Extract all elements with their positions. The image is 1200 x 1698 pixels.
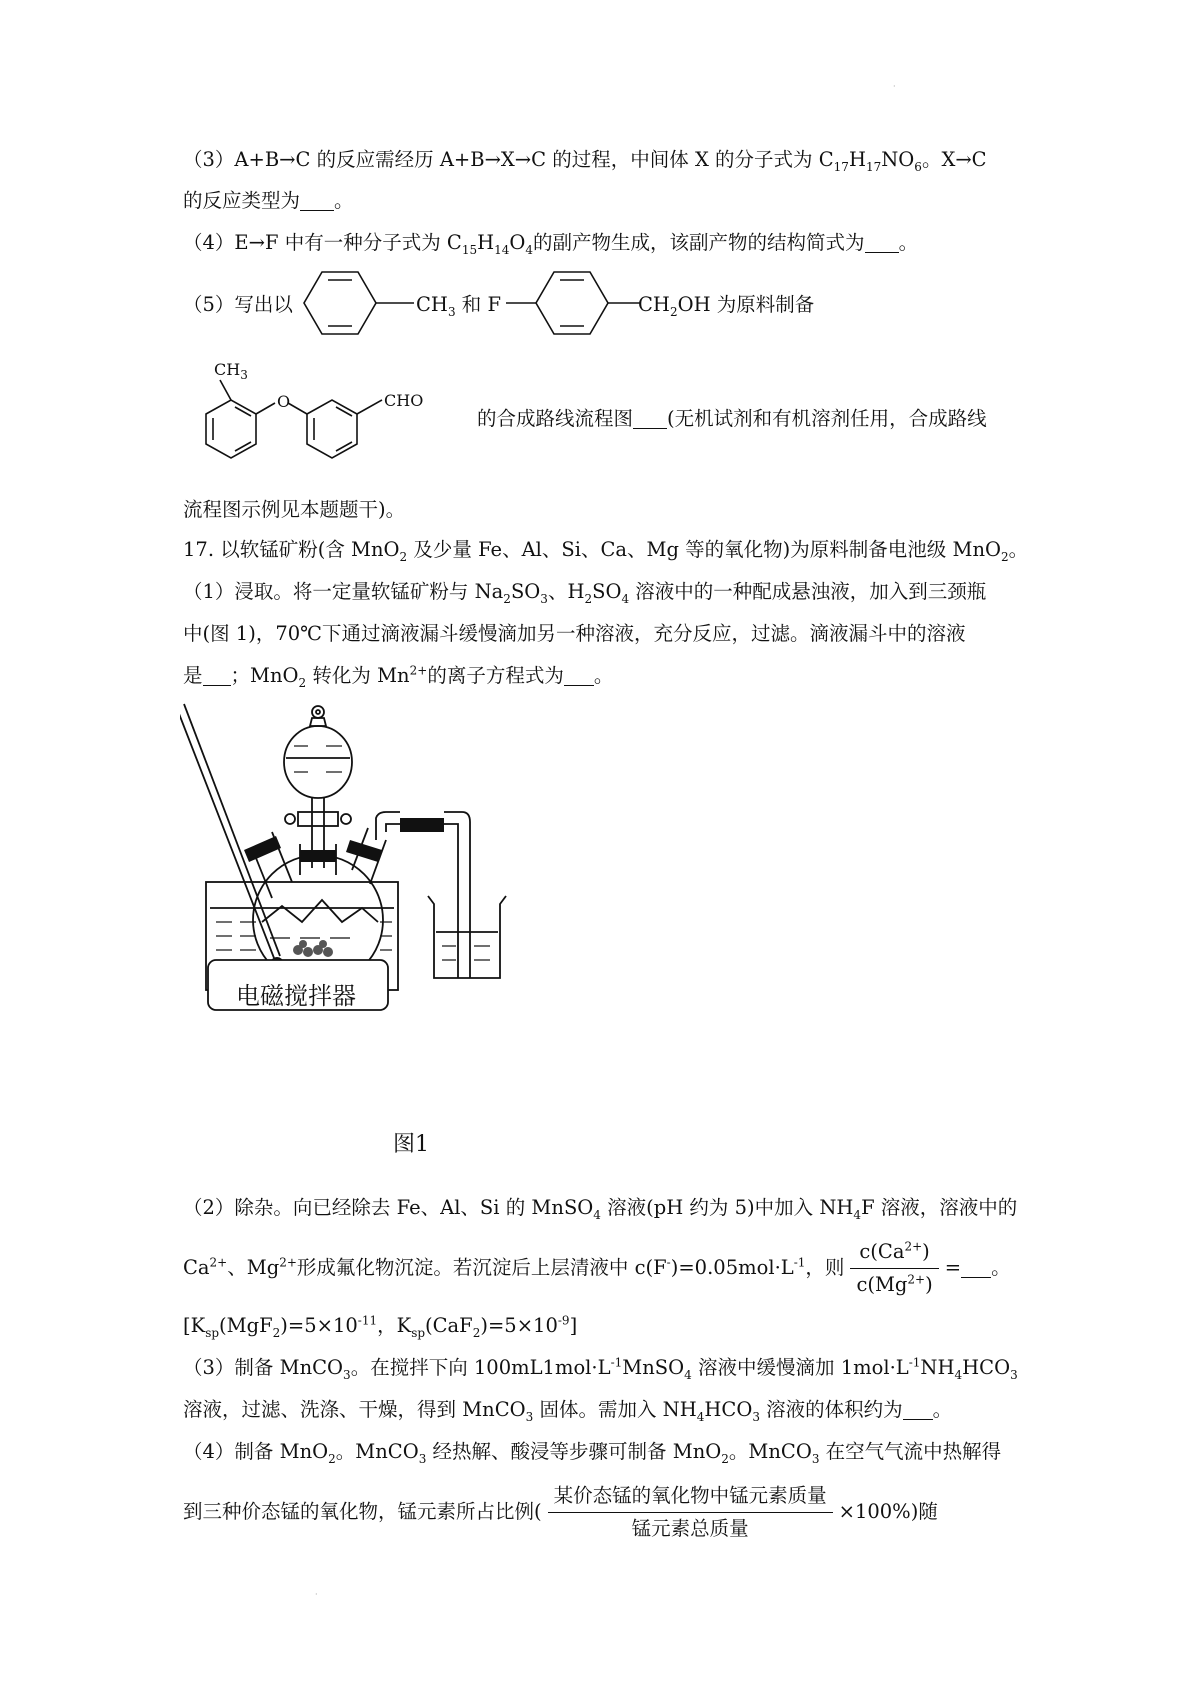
text: 形成氟化物沉淀。若沉淀后上层清液中 c(F: [296, 1256, 667, 1279]
sub: 3: [752, 1409, 760, 1424]
text: HCO: [704, 1398, 753, 1421]
text: （4）E→F 中有一种分子式为 C: [183, 231, 462, 254]
fraction-numerator: 某价态锰的氧化物中锰元素质量: [548, 1482, 833, 1513]
q16-part5-line2: [477, 405, 987, 433]
text: ，则: [805, 1256, 845, 1279]
sub: 17: [833, 159, 849, 174]
sup: 2+: [904, 1239, 923, 1254]
text: 转化为 Mn: [306, 664, 410, 687]
sup: 2+: [279, 1255, 297, 1270]
sup: 2+: [907, 1272, 926, 1287]
target-cho-label: [384, 391, 423, 410]
text: 。: [898, 231, 919, 254]
q17-intro: [183, 536, 1028, 564]
answer-blank[interactable]: [903, 1401, 933, 1420]
page-mark-bottom: ·: [315, 1590, 318, 1599]
text: 到三种价态锰的氧化物，锰元素所占比例(: [183, 1500, 542, 1523]
q17-part1-line3: [183, 662, 613, 690]
text: （3）制备 MnCO: [183, 1356, 344, 1379]
text: 溶液，过滤、洗涤、干燥，得到 MnCO: [183, 1398, 526, 1421]
text: 经热解、酸浸等步骤可制备 MnO: [426, 1440, 722, 1463]
text: H: [848, 148, 866, 171]
sub: 14: [494, 242, 510, 257]
sup: -11: [357, 1313, 378, 1328]
text: 、H: [547, 580, 585, 603]
target-ch3-label: [214, 360, 248, 383]
text: ，K: [377, 1314, 412, 1337]
sub: 2: [298, 675, 307, 690]
text: 。X→C: [921, 148, 987, 171]
sub: 4: [954, 1367, 963, 1382]
sub: 2: [272, 1325, 281, 1340]
text: 。: [334, 189, 354, 212]
sup: -1: [908, 1355, 921, 1370]
text: 。: [991, 1256, 1011, 1279]
text: NO: [881, 148, 915, 171]
text: 的离子方程式为: [427, 664, 564, 687]
text: 溶液(pH 约为 5)中加入 NH: [600, 1196, 854, 1219]
text: OH 为原料制备: [677, 293, 815, 316]
text: H: [477, 231, 495, 254]
sub: 3: [1010, 1367, 1018, 1382]
toluene-structure: [300, 258, 420, 348]
text: (无机试剂和有机溶剂任用，合成路线: [667, 407, 987, 430]
sub: 2: [669, 304, 678, 319]
text: CH: [416, 293, 448, 316]
text: O: [277, 392, 291, 411]
text: 在空气气流中热解得: [819, 1440, 1002, 1463]
text: 。: [593, 664, 614, 687]
text: （5）写出以: [183, 293, 293, 316]
q17-part3-line2: [183, 1396, 952, 1424]
text: 、Mg: [227, 1256, 280, 1279]
sub: sp: [411, 1325, 426, 1340]
text: ): [922, 1240, 930, 1263]
text: c(Mg: [856, 1273, 908, 1296]
text: )=0.05mol·L: [670, 1256, 794, 1279]
sup: -: [666, 1255, 671, 1270]
q16-part4: [183, 229, 918, 257]
text: )=5×10: [480, 1314, 558, 1337]
sub: 4: [593, 1207, 601, 1222]
text: ): [925, 1273, 933, 1296]
text: SO: [592, 580, 622, 603]
ratio-fraction: [850, 1238, 938, 1299]
answer-blank[interactable]: [633, 410, 667, 429]
answer-blank[interactable]: [300, 192, 334, 211]
text: CHO: [384, 391, 424, 410]
sub: 2: [721, 1451, 729, 1466]
q17-part2-line1: [183, 1194, 1017, 1222]
q17-part4-line1: [183, 1438, 1001, 1466]
text: (MgF: [219, 1314, 273, 1337]
text: 的副产物生成，该副产物的结构简式为: [533, 231, 865, 254]
ch2oh-label: [638, 291, 814, 319]
sub: 3: [447, 304, 456, 319]
text: )=5×10: [280, 1314, 358, 1337]
figure-caption: 图1: [393, 1132, 429, 1157]
sub: 2: [399, 549, 408, 564]
text: c(Ca: [859, 1240, 905, 1263]
q16-part5-label: [183, 291, 293, 319]
text: （2）除杂。向已经除去 Fe、Al、Si 的 MnSO: [183, 1196, 594, 1219]
text: （1）浸取。将一定量软锰矿粉与 Na: [183, 580, 504, 603]
text: HCO: [962, 1356, 1011, 1379]
sub: 2: [328, 1451, 336, 1466]
text: 的合成路线流程图: [477, 407, 634, 430]
answer-blank[interactable]: [564, 667, 594, 686]
text: =: [944, 1256, 962, 1279]
text: F 溶液，溶液中的: [861, 1196, 1018, 1219]
sup: -9: [557, 1313, 570, 1328]
sub: 3: [540, 591, 548, 606]
answer-blank[interactable]: [203, 667, 231, 686]
sub: 6: [914, 159, 922, 174]
q17-part3-line1: [183, 1354, 1018, 1382]
sub: 2: [503, 591, 511, 606]
q17-part2-line2: [183, 1236, 1011, 1300]
sub: 4: [696, 1409, 705, 1424]
sub: 3: [343, 1367, 351, 1382]
text: ×100%)随: [838, 1500, 938, 1523]
text: 的反应类型为: [183, 189, 301, 212]
sub: 17: [865, 159, 882, 174]
text: CH: [638, 293, 670, 316]
text: 中(图 1)，70℃下通过滴液漏斗缓慢滴加另一种溶液，充分反应，过滤。滴液漏斗中的溶液: [183, 622, 966, 645]
text: (CaF: [425, 1314, 473, 1337]
text: Ca: [183, 1256, 210, 1279]
text: 。MnCO: [335, 1440, 419, 1463]
text: 。: [1008, 538, 1029, 561]
sub: 3: [525, 1409, 534, 1424]
sub: 4: [525, 242, 534, 257]
text: SO: [510, 580, 541, 603]
fraction-numerator: [850, 1238, 938, 1269]
text: MnSO: [622, 1356, 685, 1379]
page-mark-top: ·: [893, 82, 896, 91]
q17-ksp-line: [183, 1312, 577, 1340]
text: 和 F: [461, 293, 502, 316]
sup: -1: [793, 1255, 806, 1270]
answer-blank[interactable]: [961, 1259, 991, 1278]
text: ]: [569, 1314, 578, 1337]
sub: 2: [472, 1325, 481, 1340]
text: 固体。需加入 NH: [533, 1398, 697, 1421]
apparatus-figure: [180, 700, 580, 1100]
text: （4）制备 MnO: [183, 1440, 329, 1463]
text: [K: [183, 1314, 206, 1337]
target-o-label: [277, 392, 290, 411]
text: CH: [214, 360, 241, 379]
sup: 2+: [409, 663, 428, 678]
sub: 4: [621, 591, 630, 606]
fraction-denominator: 锰元素总质量: [631, 1517, 749, 1540]
text: 流程图示例见本题题干)。: [183, 498, 406, 521]
sub: 2: [1001, 549, 1009, 564]
text: 溶液中缓慢滴加 1mol·L: [691, 1356, 909, 1379]
q16-part3-line1: [183, 146, 987, 174]
text: 17. 以软锰矿粉(含 MnO: [183, 538, 400, 561]
text: 是: [183, 664, 203, 687]
sub: 3: [811, 1451, 820, 1466]
sup: -1: [610, 1355, 623, 1370]
answer-blank[interactable]: [865, 234, 899, 253]
q17-part1-line1: [183, 578, 986, 606]
q17-part4-line2: [183, 1480, 938, 1544]
text: 。MnCO: [728, 1440, 812, 1463]
text: 。: [932, 1398, 953, 1421]
toluene-ch3: [416, 291, 501, 319]
sub: 4: [853, 1207, 862, 1222]
text: ；MnO: [230, 664, 299, 687]
text: （3）A+B→C 的反应需经历 A+B→X→C 的过程，中间体 X 的分子式为 C: [183, 148, 834, 171]
text: 。在搅拌下向 100mL1mol·L: [350, 1356, 611, 1379]
sub: sp: [205, 1325, 220, 1340]
text: 溶液中的一种配成悬浊液，加入到三颈瓶: [629, 580, 987, 603]
sup: 2+: [209, 1255, 228, 1270]
text: NH: [920, 1356, 955, 1379]
sub: 3: [418, 1451, 427, 1466]
text: O: [509, 231, 526, 254]
fraction-denominator: [850, 1269, 938, 1299]
sub: 2: [584, 591, 593, 606]
sub: 15: [461, 242, 478, 257]
text: 及少量 Fe、Al、Si、Ca、Mg 等的氧化物)为原料制备电池级 MnO: [407, 538, 1001, 561]
mass-ratio-fraction: [548, 1482, 833, 1543]
q17-part1-line2: [183, 620, 965, 648]
text: 溶液的体积约为: [759, 1398, 903, 1421]
sub: 4: [684, 1367, 692, 1382]
stirrer-label: 电磁搅拌器: [236, 982, 356, 1010]
sub: 3: [240, 368, 248, 383]
q16-part3-line2: [183, 187, 354, 215]
fluorobenzyl-alcohol-structure: [506, 258, 646, 348]
q16-part5-line3: [183, 496, 405, 524]
